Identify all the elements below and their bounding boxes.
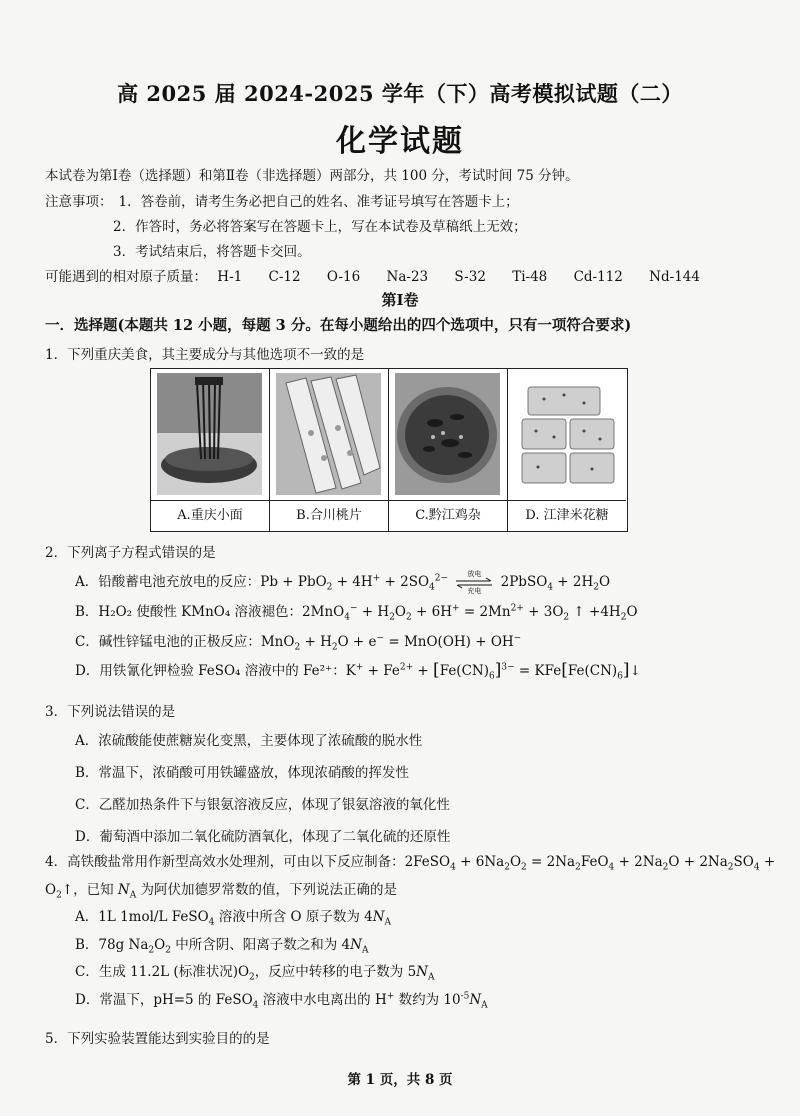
mass-item: C-12: [268, 269, 301, 285]
food-caption-c: C.黔江鸡杂: [389, 500, 507, 531]
food-cell-b: [270, 369, 389, 531]
subject-title: 化学试题: [336, 124, 464, 159]
noodle-photo: [157, 373, 262, 495]
q3-option-c: C．乙醛加热条件下与银氨溶液反应，体现了银氨溶液的氧化性: [75, 797, 450, 813]
question-2-stem: 2．下列离子方程式错误的是: [45, 545, 216, 561]
mass-item: H-1: [217, 269, 243, 285]
discharge-label: 放电: [467, 569, 482, 578]
masses-label: 可能遇到的相对原子质量：: [45, 269, 207, 285]
charge-label: 充电: [467, 586, 482, 595]
q4-option-d: D．常温下，pH=5 的 FeSO$_4$ 溶液中水电离出的 H+ 数约为 $10^{-5}N_A$: [75, 991, 488, 1011]
q2-option-d: D．用铁氰化钾检验 FeSO₄ 溶液中的 Fe²⁺：$K^+ + Fe^{2+} + [Fe(CN)_6]^{3-}$ = $KFe[Fe(CN)_6]↓$: [75, 660, 641, 682]
mass-item: Cd-112: [573, 269, 623, 285]
part-heading: 一．选择题(本题共 12 小题，每题 3 分。在每小题给出的四个选项中，只有一项符合要求): [45, 317, 632, 334]
q2-option-d-label: D．用铁氰化钾检验 FeSO₄ 溶液中的 Fe²⁺：: [75, 663, 346, 679]
mass-item: Nd-144: [649, 269, 700, 285]
question-1-stem: 1．下列重庆美食，其主要成分与其他选项不一致的是: [45, 347, 365, 363]
mass-item: S-32: [454, 269, 486, 285]
q4-option-c: C．生成 11.2L (标准状况)$O_2$，反应中转移的电子数为 $5N_A$: [75, 964, 435, 983]
intro-text: 本试卷为第Ⅰ卷（选择题）和第Ⅱ卷（非选择题）两部分，共 100 分，考试时间 75 分钟。: [45, 168, 579, 184]
food-caption-d: D. 江津米花糖: [508, 500, 626, 531]
q3-option-b: B．常温下，浓硝酸可用铁罐盛放，体现浓硝酸的挥发性: [75, 765, 409, 781]
page-footer: 第 1 页，共 8 页: [347, 1072, 453, 1088]
q2-option-c-label: C．碱性锌锰电池的正极反应：: [75, 634, 261, 650]
section-heading: 第Ⅰ卷: [381, 291, 419, 309]
question-4-stem: 4．高铁酸盐常用作新型高效水处理剂，可由以下反应制备：2FeSO$_4$ + $6Na_2O_2 = 2Na_2FeO_4 + 2Na_2O + 2Na_2SO_4$ +: [45, 854, 776, 873]
note-item: 3．考试结束后，将答题卡交回。: [113, 244, 311, 260]
note-item: 1．答卷前，请考生务必把自己的姓名、准考证号填写在答题卡上；: [118, 194, 519, 210]
exam-title: 高 2025 届 2024-2025 学年（下）高考模拟试题（二）: [117, 81, 683, 106]
mass-item: O-16: [326, 269, 361, 285]
notes-label: 注意事项：: [45, 194, 113, 210]
food-cell-c: [389, 369, 508, 531]
q2-option-a-label: A．铅酸蓄电池充放电的反应：: [75, 574, 261, 590]
mass-item: Na-23: [386, 269, 429, 285]
peach-slice-photo: [276, 373, 381, 495]
q2-option-c: C．碱性锌锰电池的正极反应：$MnO_2 + H_2O + e^- = MnO(OH) + OH^-$: [75, 633, 522, 653]
q3-option-a: A．浓硫酸能使蔗糖炭化变黑，主要体现了浓硫酸的脱水性: [75, 733, 423, 749]
notes-line-1: [45, 190, 519, 210]
q3-option-d: D．葡萄酒中添加二氧化硫防酒氧化，体现了二氧化硫的还原性: [75, 829, 451, 845]
q2-option-b-label: B．H₂O₂ 使酸性 KMnO₄ 溶液褪色：: [75, 604, 303, 620]
question-5-stem: 5．下列实验装置能达到实验目的的是: [45, 1031, 270, 1047]
atomic-masses: [45, 265, 722, 285]
food-caption-a: A.重庆小面: [151, 500, 269, 531]
note-item: 2．作答时，务必将答案写在答题卡上，写在本试卷及草稿纸上无效；: [113, 219, 527, 235]
q2-option-b: B．H₂O₂ 使酸性 KMnO₄ 溶液褪色：$2MnO_4^- + H_2O_2 + 6H^+ = 2Mn^{2+} + 3O_2$ ↑ $+4H_2O$: [75, 603, 638, 623]
q4-option-b: B．78g $Na_2O_2$ 中所含阴、阳离子数之和为 $4N_A$: [75, 937, 369, 956]
food-caption-b: B.合川桃片: [270, 500, 388, 531]
chicken-giblets-photo: [395, 373, 500, 495]
q4-option-a: A．1L 1mol/L FeSO$_4$ 溶液中所含 O 原子数为 $4N_A$: [75, 909, 392, 928]
food-cell-a: [151, 369, 270, 531]
food-image-table: [150, 368, 628, 532]
mass-item: Ti-48: [512, 269, 548, 285]
rice-candy-photo: [514, 373, 619, 495]
question-4-stem-cont: $O_2↑$，已知 $N_A$ 为阿伏加德罗常数的值，下列说法正确的是: [45, 882, 398, 901]
question-3-stem: 3．下列说法错误的是: [45, 704, 176, 720]
food-cell-d: [508, 369, 627, 531]
q2-option-a: A．铅酸蓄电池充放电的反应：$Pb + PbO_2 + 4H^+ + 2SO_4^{2-}$ 放电 充电 2PbSO$_4$ + $2H_2O$: [75, 569, 611, 595]
q4-stem-prefix: 4．高铁酸盐常用作新型高效水处理剂，可由以下反应制备：: [45, 854, 405, 870]
reversible-arrow-icon: [454, 569, 494, 595]
